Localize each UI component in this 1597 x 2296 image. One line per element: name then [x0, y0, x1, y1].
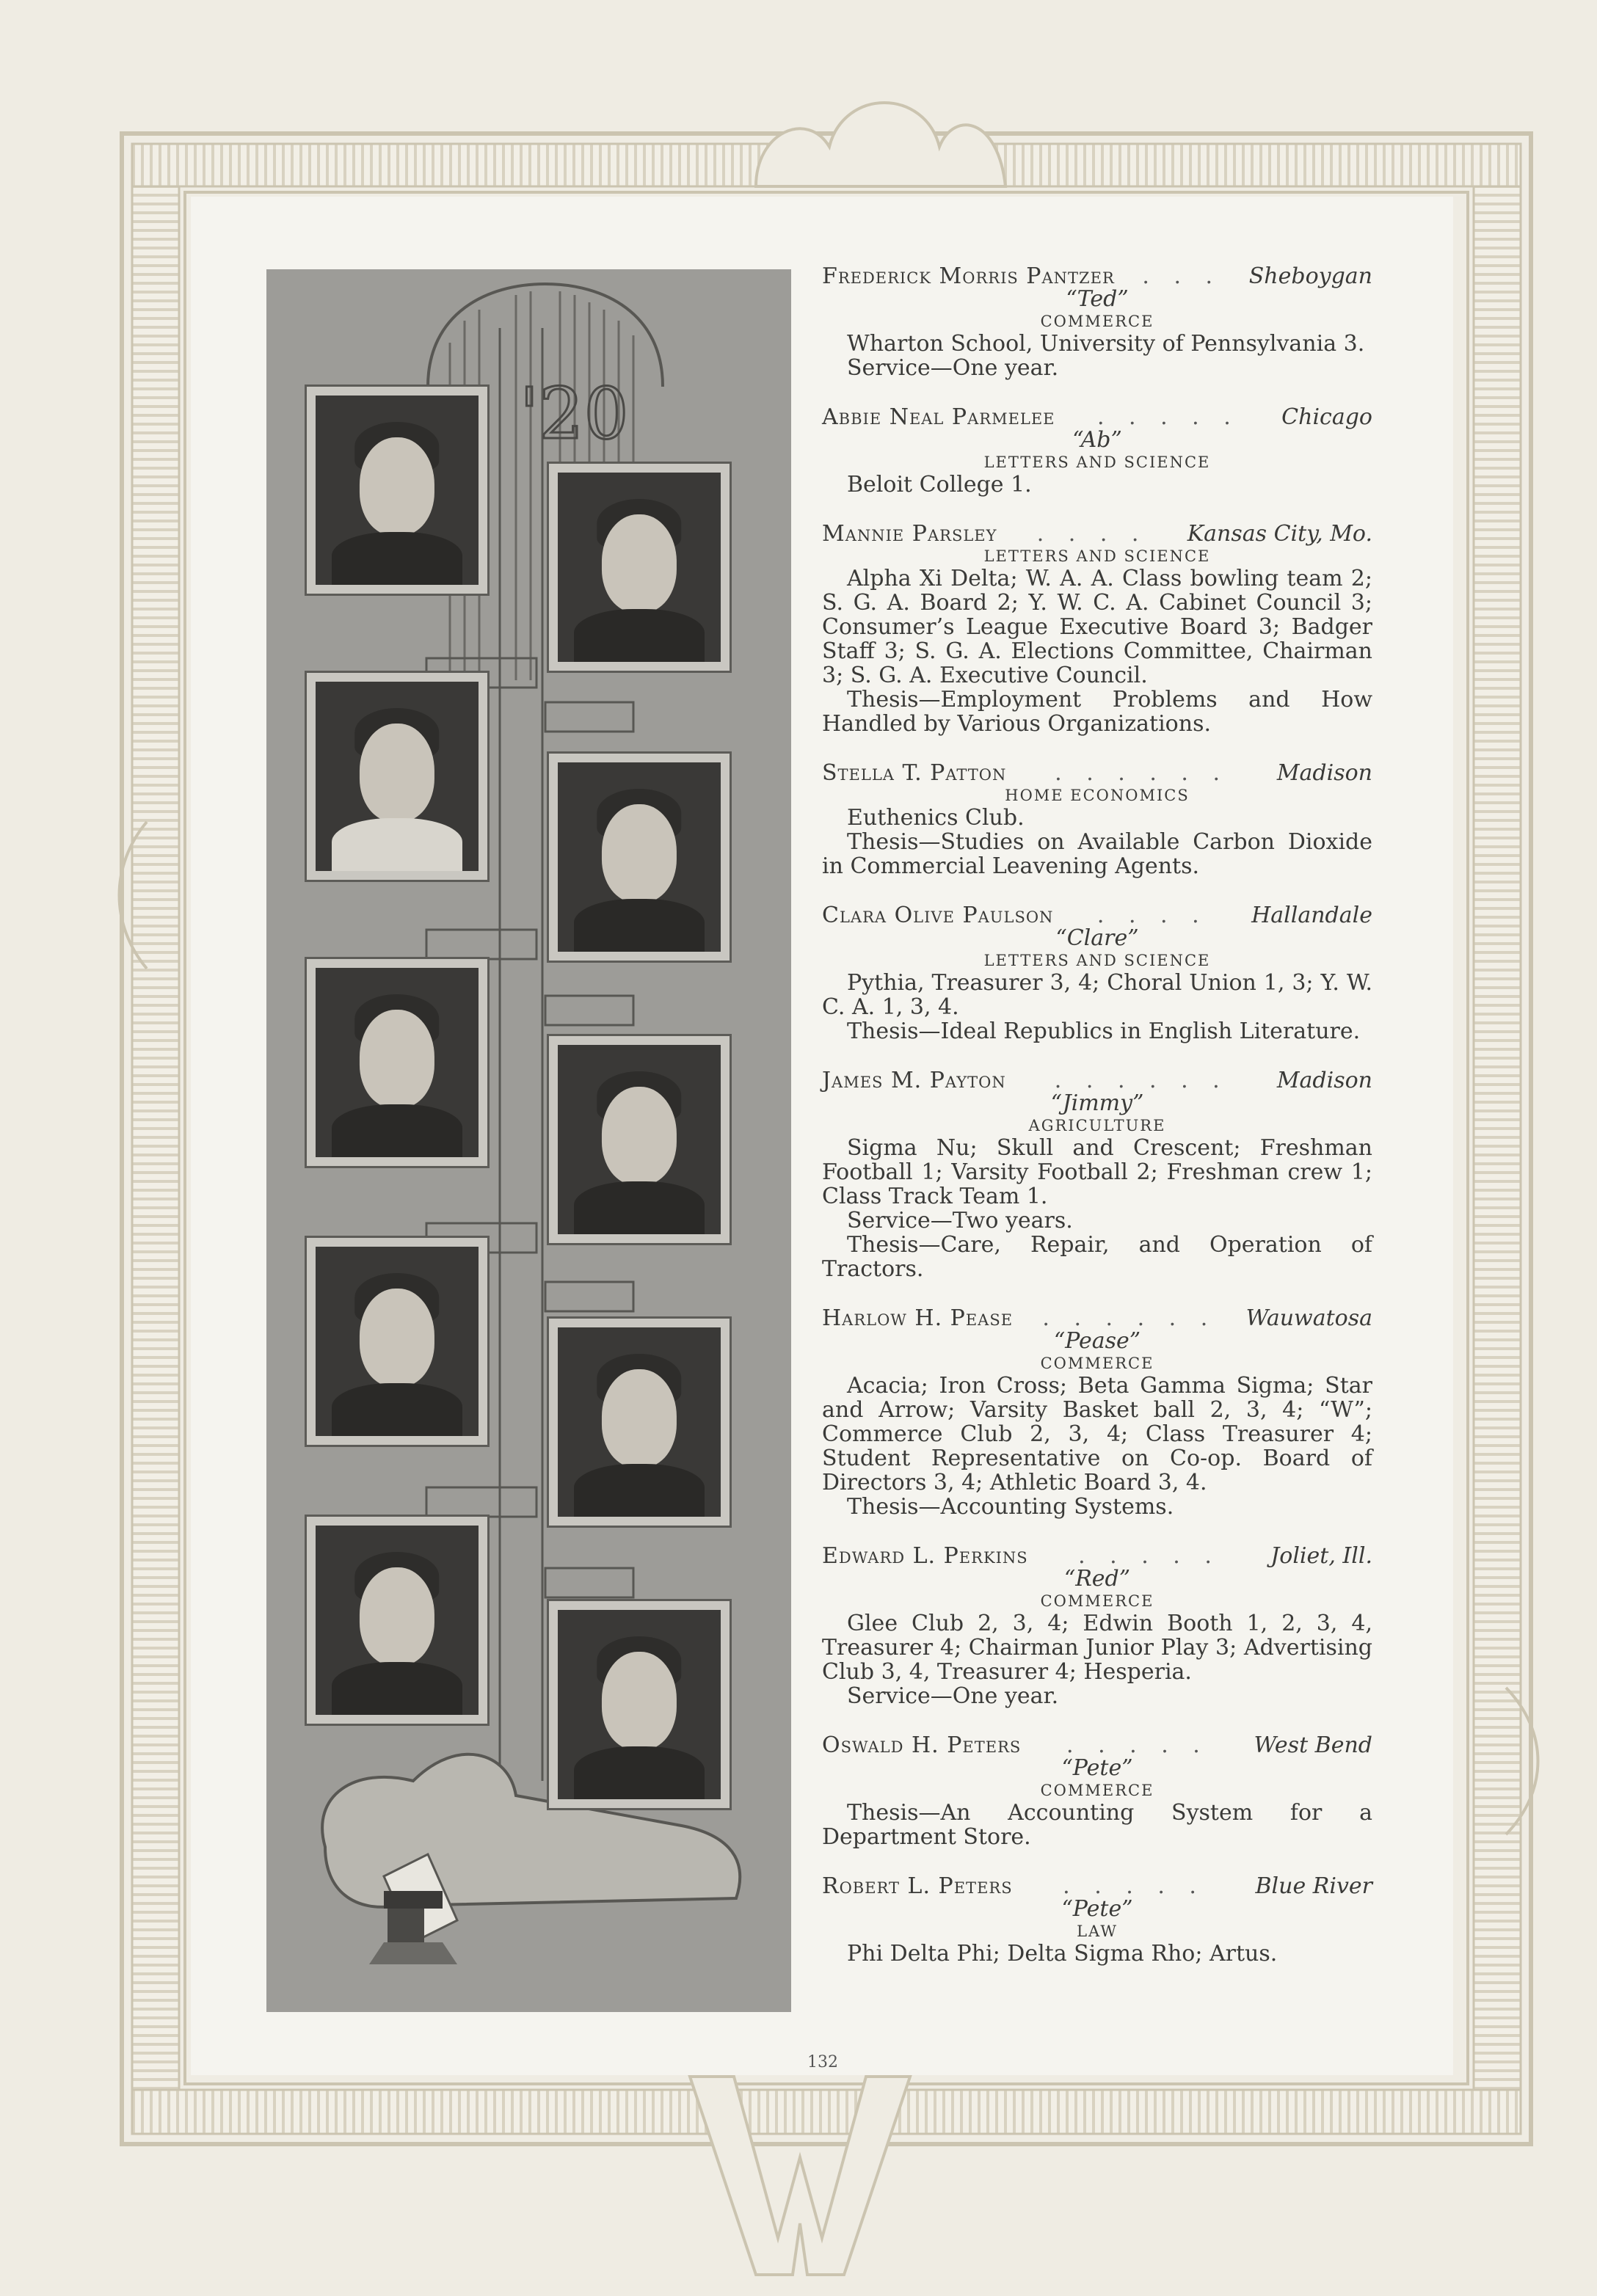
college-label: LETTERS AND SCIENCE [983, 952, 1211, 969]
hometown: Kansas City, Mo. [1187, 521, 1372, 547]
senior-name: Mannie Parsley [822, 521, 997, 547]
hometown: Hallandale [1251, 903, 1372, 928]
college-label: LAW [1077, 1923, 1118, 1940]
hometown: West Bend [1254, 1732, 1372, 1758]
nickname: “Ted” [1066, 286, 1129, 312]
senior-entry [822, 1874, 1372, 1966]
portrait-photo [307, 673, 487, 880]
activities-text: Thesis—Studies on Available Carbon Dioxide in Commercial Leavening Agents. [822, 829, 1372, 879]
leader-dots: . . . . . [1096, 405, 1240, 429]
college-label: COMMERCE [1040, 1782, 1154, 1799]
leader-dots: . . . . . . [1042, 1306, 1217, 1330]
portrait-photo [307, 959, 487, 1166]
college-label: HOME ECONOMICS [1005, 787, 1190, 804]
portrait-photo [549, 1036, 730, 1243]
activities-text: Beloit College 1. [847, 472, 1032, 498]
senior-name: Harlow H. Pease [822, 1305, 1014, 1331]
portrait-photo [307, 387, 487, 594]
senior-name: Abbie Neal Parmelee [822, 404, 1055, 430]
activities-text: Service—One year. [847, 1683, 1059, 1709]
activities-text: Wharton School, University of Pennsylvania 3. [847, 331, 1365, 357]
hometown: Chicago [1281, 404, 1372, 430]
senior-name: Edward L. Perkins [822, 1543, 1028, 1569]
activities-text: Service—Two years. [847, 1208, 1073, 1233]
nickname: “Red” [1063, 1566, 1131, 1592]
senior-entry [822, 264, 1372, 380]
leader-dots: . . . . . . [1054, 1068, 1229, 1093]
leader-dots: . . . . . [1066, 1733, 1209, 1757]
class-year-emblem: '20 [520, 373, 629, 455]
activities-text: Alpha Xi Delta; W. A. A. Class bowling team 2; S. G. A. Board 2; Y. W. C. A. Cabinet Council 3; Consumer’s League Executive Board 3; Badger Staff 3; S. G. A. Elections Committee, Chairman 3; S. G. A. Executive Council. [822, 566, 1372, 688]
college-label: COMMERCE [1040, 1355, 1154, 1372]
activities-text: Acacia; Iron Cross; Beta Gamma Sigma; Star and Arrow; Varsity Basket ball 2, 3, 4; “W”; Commerce Club 2, 3, 4; Class Treasurer 4; Student Representative on Co-op. Board of Directors 3, 4; Athletic Board 3, 4. [822, 1373, 1372, 1495]
portrait-photo [549, 1319, 730, 1526]
senior-entry [822, 903, 1372, 1043]
hometown: Madison [1276, 1068, 1372, 1093]
activities-text: Euthenics Club. [847, 805, 1025, 831]
activities-text: Thesis—Accounting Systems. [847, 1494, 1174, 1520]
senior-entry [822, 1306, 1372, 1519]
hometown: Sheboygan [1248, 263, 1372, 289]
activities-text: Sigma Nu; Skull and Crescent; Freshman Football 1; Varsity Football 2; Freshman crew 1; Class Track Team 1. [822, 1135, 1372, 1209]
page-number: 132 [807, 2053, 838, 2071]
activities-text: Thesis—Care, Repair, and Operation of Tractors. [822, 1232, 1372, 1282]
hometown: Blue River [1255, 1873, 1372, 1899]
senior-entry [822, 1068, 1372, 1281]
leader-dots: . . . . . [1063, 1874, 1205, 1898]
hometown: Wauwatosa [1245, 1305, 1372, 1331]
activities-text: Thesis—An Accounting System for a Department Store. [822, 1800, 1372, 1850]
college-label: COMMERCE [1040, 1592, 1154, 1610]
activities-text: Service—One year. [847, 355, 1059, 381]
college-label: LETTERS AND SCIENCE [983, 547, 1211, 565]
nickname: “Pete” [1061, 1896, 1133, 1922]
activities-text: Phi Delta Phi; Delta Sigma Rho; Artus. [847, 1941, 1278, 1967]
college-label: AGRICULTURE [1028, 1117, 1166, 1134]
nickname: “Ab” [1072, 427, 1122, 453]
activities-text: Thesis—Ideal Republics in English Literature. [847, 1018, 1361, 1044]
senior-entry [822, 1544, 1372, 1708]
hometown: Joliet, Ill. [1270, 1543, 1372, 1569]
hometown: Madison [1276, 760, 1372, 786]
leader-dots: . . . . [1096, 903, 1208, 927]
senior-entries [822, 264, 1372, 1991]
nickname: “Pease” [1053, 1328, 1141, 1354]
nickname: “Pete” [1061, 1755, 1133, 1781]
portrait-photo [549, 1601, 730, 1808]
leader-dots: . . . . . . [1055, 761, 1229, 785]
senior-entry [822, 761, 1372, 878]
college-label: COMMERCE [1040, 313, 1154, 330]
activities-text: Glee Club 2, 3, 4; Edwin Booth 1, 2, 3, 4, Treasurer 4; Chairman Junior Play 3; Advertising Club 3, 4, Treasurer 4; Hesperia. [822, 1611, 1372, 1685]
senior-name: Robert L. Peters [822, 1873, 1013, 1899]
senior-name: Oswald H. Peters [822, 1732, 1022, 1758]
senior-name: Frederick Morris Pantzer [822, 263, 1115, 289]
nickname: “Jimmy” [1050, 1090, 1144, 1116]
senior-entry [822, 522, 1372, 736]
activities-text: Pythia, Treasurer 3, 4; Choral Union 1, 3; Y. W. C. A. 1, 3, 4. [822, 970, 1372, 1020]
senior-name: Clara Olive Paulson [822, 903, 1054, 928]
portrait-photo [549, 464, 730, 671]
senior-photo-panel [266, 269, 791, 2012]
portrait-photo [307, 1517, 487, 1724]
senior-entry [822, 405, 1372, 497]
leader-dots: . . . . . [1078, 1544, 1221, 1568]
nickname: “Clare” [1055, 925, 1139, 951]
portrait-photo [307, 1238, 487, 1445]
leader-dots: . . . . [1036, 522, 1148, 546]
portrait-photo [549, 754, 730, 961]
leader-dots: . . . [1142, 264, 1222, 288]
college-label: LETTERS AND SCIENCE [983, 453, 1211, 471]
activities-text: Thesis—Employment Problems and How Handled by Various Organizations. [822, 687, 1372, 737]
senior-entry [822, 1733, 1372, 1849]
senior-name: Stella T. Patton [822, 760, 1007, 786]
senior-name: James M. Payton [822, 1068, 1006, 1093]
